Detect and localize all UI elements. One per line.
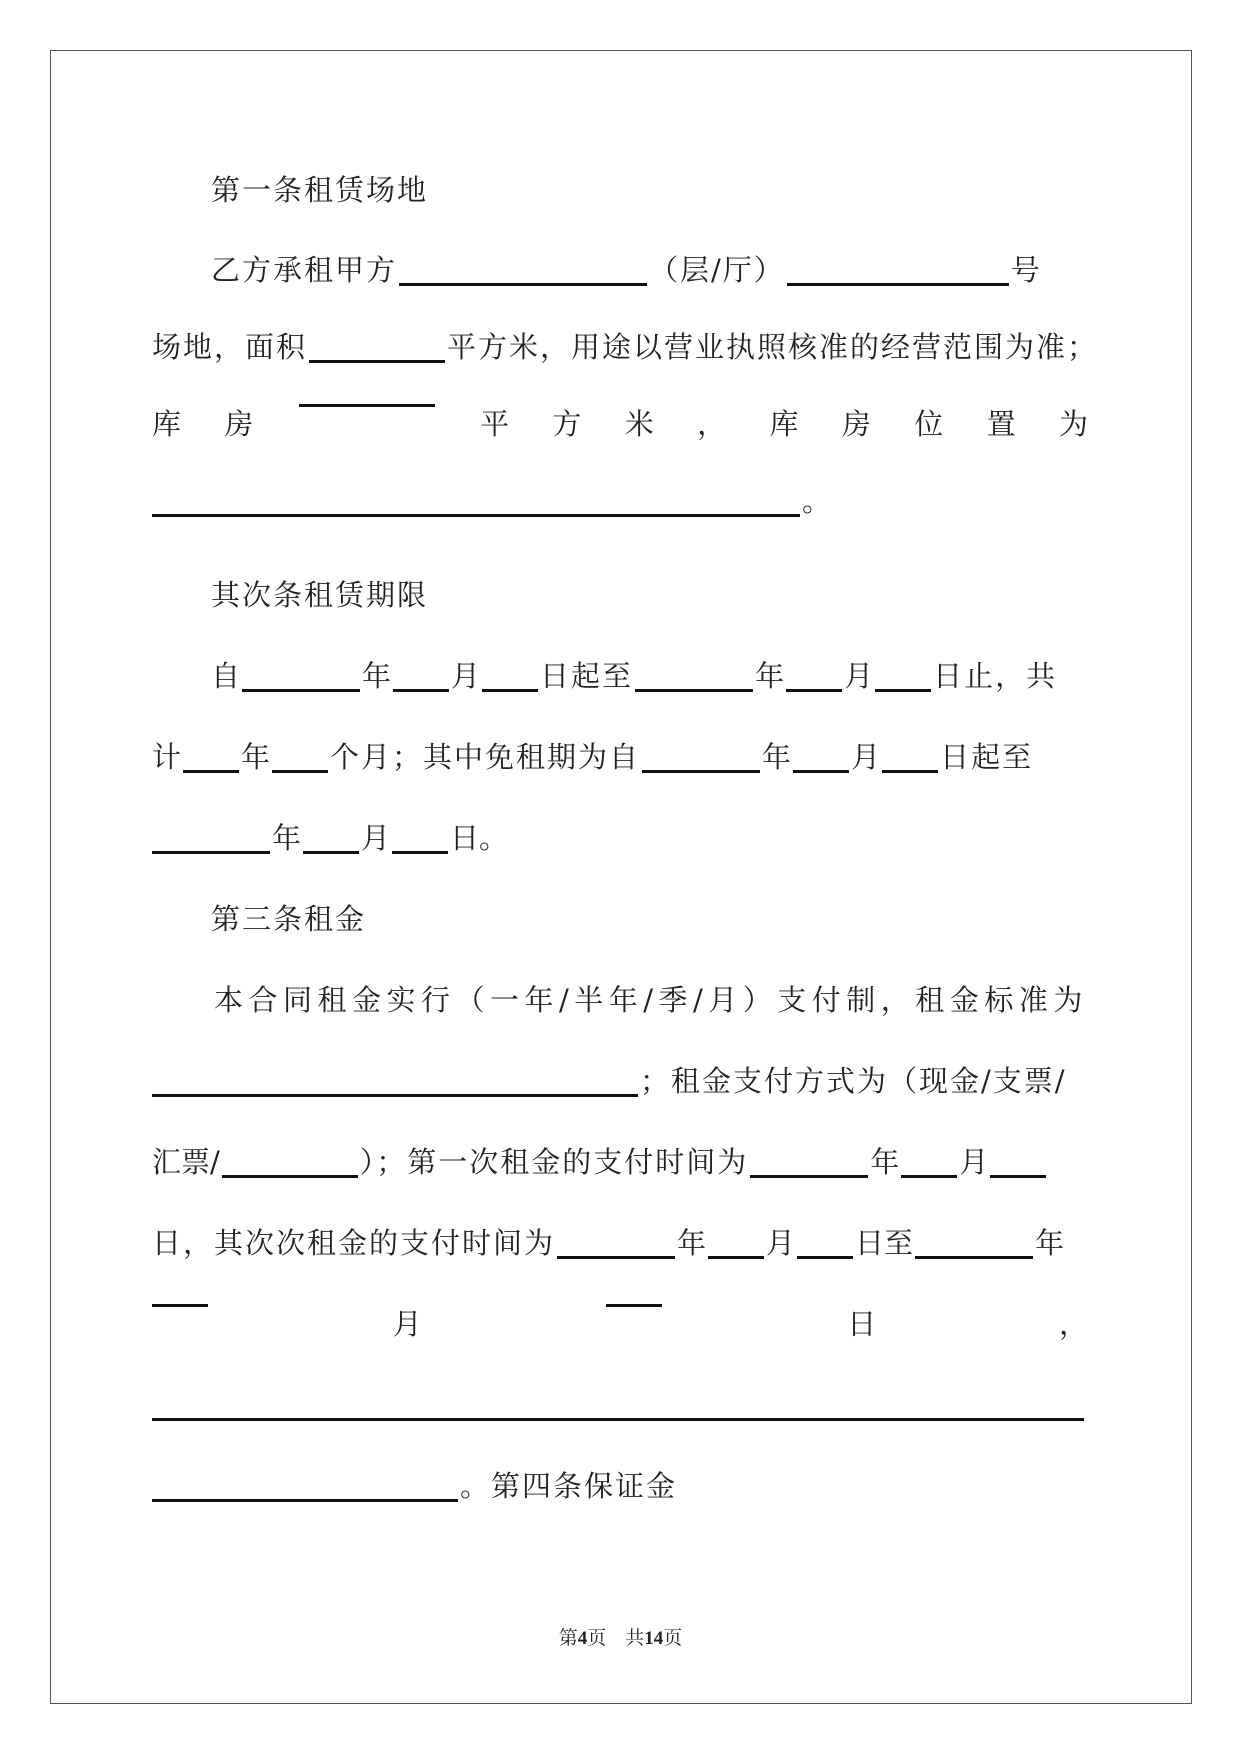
blank-next-pay-end-day[interactable] [606, 1304, 662, 1307]
page-border [50, 50, 1192, 1704]
blank-free-start-month[interactable] [793, 770, 849, 773]
blank-start-day[interactable] [482, 689, 538, 692]
article-3-line-6 [152, 1385, 1088, 1425]
blank-area[interactable] [309, 360, 445, 363]
blank-long-line[interactable] [152, 1418, 1084, 1421]
blank-free-end-month[interactable] [303, 851, 359, 854]
article-3-line-1: 本合同租金实行（一年/半年/季/月）支付制，租金标准为 [214, 983, 1088, 1017]
blank-warehouse-location[interactable] [152, 514, 800, 517]
article-3-heading: 第三条租金 [211, 902, 367, 936]
article-3-line-2: ；租金支付方式为（现金/支票/ [152, 1061, 1088, 1101]
blank-next-pay-end-year[interactable] [915, 1256, 1033, 1259]
blank-warehouse-area[interactable] [299, 404, 435, 407]
blank-free-start-year[interactable] [642, 770, 760, 773]
total-page-number: 14 [644, 1628, 664, 1649]
blank-start-year[interactable] [242, 689, 360, 692]
article-3-line-3: 汇票/ ）；第一次租金的支付时间为 年 月 [152, 1142, 1088, 1182]
article-3-line-5: 月 日 ， [152, 1304, 1088, 1344]
blank-free-end-day[interactable] [392, 851, 448, 854]
blank-end-day[interactable] [875, 689, 931, 692]
article-1-line-3: 库 房 平 方 米 ， 库 房 位 置 为 [152, 404, 1088, 444]
blank-free-end-year[interactable] [152, 851, 270, 854]
blank-total-months[interactable] [272, 770, 328, 773]
blank-floor[interactable] [399, 283, 647, 286]
article-1-line-2: 场地，面积 平方米，用途以营业执照核准的经营范围为准； [152, 330, 1099, 364]
article-2-line-1: 自 年 月 日起至 年 月 日止，共 [211, 659, 1058, 693]
blank-first-pay-day[interactable] [990, 1175, 1046, 1178]
blank-number[interactable] [787, 283, 1009, 286]
article-3-line-7: 。第四条保证金 [152, 1466, 1088, 1506]
current-page-number: 4 [577, 1628, 588, 1649]
blank-next-pay-start-day[interactable] [797, 1256, 853, 1259]
blank-payment-other[interactable] [222, 1175, 358, 1178]
blank-end-year[interactable] [635, 689, 753, 692]
page-footer: 第4页 共14页 [558, 1627, 683, 1649]
blank-next-pay-start-month[interactable] [708, 1256, 764, 1259]
blank-next-pay-start-year[interactable] [557, 1256, 675, 1259]
article-3-line-4: 日，其次次租金的支付时间为 年 月 日至 年 [152, 1226, 1065, 1260]
blank-end-month[interactable] [786, 689, 842, 692]
blank-start-month[interactable] [393, 689, 449, 692]
blank-line-end[interactable] [152, 1499, 458, 1502]
article-1-line-4: 。 [152, 481, 1088, 521]
blank-first-pay-month[interactable] [901, 1175, 957, 1178]
article-1-heading: 第一条租赁场地 [211, 173, 429, 207]
blank-free-start-day[interactable] [882, 770, 938, 773]
blank-first-pay-year[interactable] [750, 1175, 868, 1178]
article-2-line-2: 计 年 个月；其中免租期为自 年 月 日起至 [152, 740, 1034, 774]
blank-rent-standard[interactable] [152, 1094, 638, 1097]
article-1-line-1: 乙方承租甲方 （层/厅） 号 [211, 253, 1040, 287]
blank-total-years[interactable] [183, 770, 239, 773]
article-2-line-3: 年 月 日。 [152, 818, 1088, 858]
article-2-heading: 其次条租赁期限 [211, 578, 429, 612]
blank-next-pay-end-month[interactable] [152, 1304, 208, 1307]
